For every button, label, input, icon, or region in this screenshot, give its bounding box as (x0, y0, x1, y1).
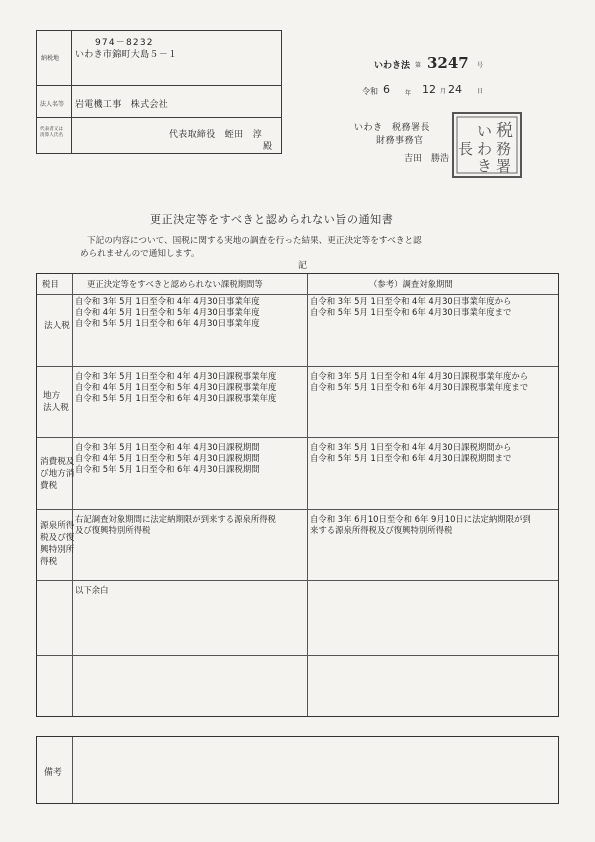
issuer-name: 吉田 勝浩 (404, 154, 450, 164)
seal-char: 務 (496, 140, 512, 158)
seal-char: 長 (458, 140, 474, 158)
tax-periods-table (36, 273, 559, 717)
tax-type-line: 源泉所得 (40, 521, 75, 531)
table-row-divider (37, 294, 558, 295)
remarks-box (36, 736, 559, 804)
doc-number-go: 号 (477, 62, 484, 69)
doc-number: 3247 (427, 54, 469, 72)
table-row-divider (37, 437, 558, 438)
period-line: 自令和 3年 5月 1日至令和 4年 4月30日課税期間 (75, 442, 260, 452)
seal-char: わ (477, 140, 493, 158)
ref-line: 自令和 3年 6月10日至令和 6年 9月10日に法定納期限が到 (310, 514, 531, 524)
reference-periods (310, 296, 511, 318)
representative-label (40, 127, 63, 139)
table-row-divider (37, 580, 558, 581)
table-row-divider (37, 655, 558, 656)
postal-code: 974－8232 (95, 38, 154, 48)
ref-line: 自令和 5年 5月 1日至令和 6年 4月30日事業年度まで (310, 307, 512, 317)
doc-number-prefix: いわき法 (374, 61, 411, 71)
period-line: 自令和 5年 5月 1日至令和 6年 4月30日課税事業年度 (75, 393, 277, 403)
taxable-periods (75, 296, 260, 329)
official-seal (452, 112, 522, 178)
period-line: 自令和 3年 5月 1日至令和 4年 4月30日課税事業年度 (75, 371, 277, 381)
header-periods: 更正決定等をすべきと認められない課税期間等 (87, 279, 263, 289)
seal-char: き (477, 157, 493, 175)
reference-periods (310, 442, 511, 464)
ref-line: 自令和 5年 5月 1日至令和 6年 4月30日課税期間まで (310, 453, 512, 463)
recipient-box (36, 30, 282, 154)
tax-type-line: 地方 (43, 391, 61, 401)
ref-line: 自令和 5年 5月 1日至令和 6年 4月30日課税事業年度まで (310, 382, 529, 392)
tax-type-label (44, 320, 70, 332)
tax-type-line: 法人税 (43, 403, 69, 413)
date-nichi: 日 (477, 88, 484, 95)
reference-periods (310, 371, 528, 393)
tax-type-label (40, 456, 74, 492)
period-line: 右記調査対象期間に法定納期限が到来する源泉所得税 (75, 514, 276, 524)
issuer-title: いわき 税務署長 (354, 123, 431, 133)
period-line: 自令和 3年 5月 1日至令和 4年 4月30日事業年度 (75, 296, 260, 306)
tax-type-line: 法人税 (44, 321, 70, 331)
tax-type-label (40, 520, 74, 568)
tax-type-line: 得税 (40, 557, 58, 567)
period-line: 及び復興特別所得税 (75, 525, 151, 535)
seal-char: 署 (496, 157, 512, 175)
representative-label-line: 代表者又は (40, 127, 63, 132)
recipient-box-row-line (37, 117, 281, 118)
period-line: 自令和 5年 5月 1日至令和 6年 4月30日課税期間 (75, 464, 260, 474)
date-month: 12 (422, 83, 436, 96)
tax-type-label (43, 390, 69, 414)
table-row-divider (37, 509, 558, 510)
honorific: 殿 (263, 142, 273, 152)
representative-name: 代表取締役 蛭田 淳 (169, 130, 263, 140)
company-name: 岩電機工事 株式会社 (75, 100, 169, 110)
intro-line-2: められませんので通知します。 (80, 249, 200, 259)
ref-line: 自令和 3年 5月 1日至令和 4年 4月30日課税事業年度から (310, 371, 529, 381)
header-ref: （参考）調査対象期間 (369, 279, 453, 289)
seal-char: い (477, 122, 493, 140)
date-day: 24 (448, 83, 462, 96)
period-line: 自令和 4年 5月 1日至令和 5年 4月30日課税期間 (75, 453, 260, 463)
doc-number-dai: 第 (415, 62, 422, 69)
date-era: 令和 (362, 87, 378, 96)
ki-heading: 記 (298, 261, 308, 271)
seal-graphic (454, 114, 520, 176)
name-label: 法人名等 (40, 101, 65, 108)
recipient-box-divider (71, 31, 72, 153)
period-line: 自令和 4年 5月 1日至令和 5年 4月30日事業年度 (75, 307, 260, 317)
table-col-divider (72, 274, 73, 716)
tax-type-line: 消費税及 (40, 457, 75, 467)
taxable-periods (75, 514, 276, 536)
tax-type-line: 費税 (40, 481, 58, 491)
tax-type-line: 興特別所 (40, 545, 75, 555)
date-tsuki: 月 (440, 88, 447, 95)
period-line: 自令和 5年 5月 1日至令和 6年 4月30日事業年度 (75, 318, 260, 328)
document-title: 更正決定等をすべきと認められない旨の通知書 (150, 213, 394, 226)
tax-type-line: 税及び復 (40, 533, 75, 543)
taxable-periods (75, 442, 260, 475)
representative-label-line: 清算人氏名 (40, 133, 63, 138)
ref-line: 来する源泉所得税及び復興特別所得税 (310, 525, 453, 535)
seal-char: 税 (496, 121, 513, 141)
ref-line: 自令和 3年 5月 1日至令和 4年 4月30日事業年度から (310, 296, 512, 306)
tax-type-line: び地方消 (40, 469, 75, 479)
date-year: 6 (383, 83, 390, 96)
ref-line: 自令和 3年 5月 1日至令和 4年 4月30日課税期間から (310, 442, 512, 452)
issuer-role: 財務事務官 (376, 136, 424, 146)
header-tax: 税目 (42, 279, 59, 289)
address-value: いわき市錦町大島５－１ (75, 50, 178, 60)
recipient-box-row-line (37, 85, 281, 86)
remarks-label: 備考 (44, 768, 63, 778)
blank-below-note: 以下余白 (75, 585, 109, 595)
table-col-divider (307, 274, 308, 716)
intro-line-1: 下記の内容について、国税に関する実地の調査を行った結果、更正決定等をすべきと認 (87, 236, 422, 246)
period-line: 自令和 4年 5月 1日至令和 5年 4月30日課税事業年度 (75, 382, 277, 392)
date-nen: 年 (405, 90, 412, 97)
reference-periods (310, 514, 531, 536)
table-row-divider (37, 366, 558, 367)
address-label: 納税地 (41, 55, 60, 62)
taxable-periods (75, 371, 276, 404)
remarks-divider (72, 737, 73, 803)
